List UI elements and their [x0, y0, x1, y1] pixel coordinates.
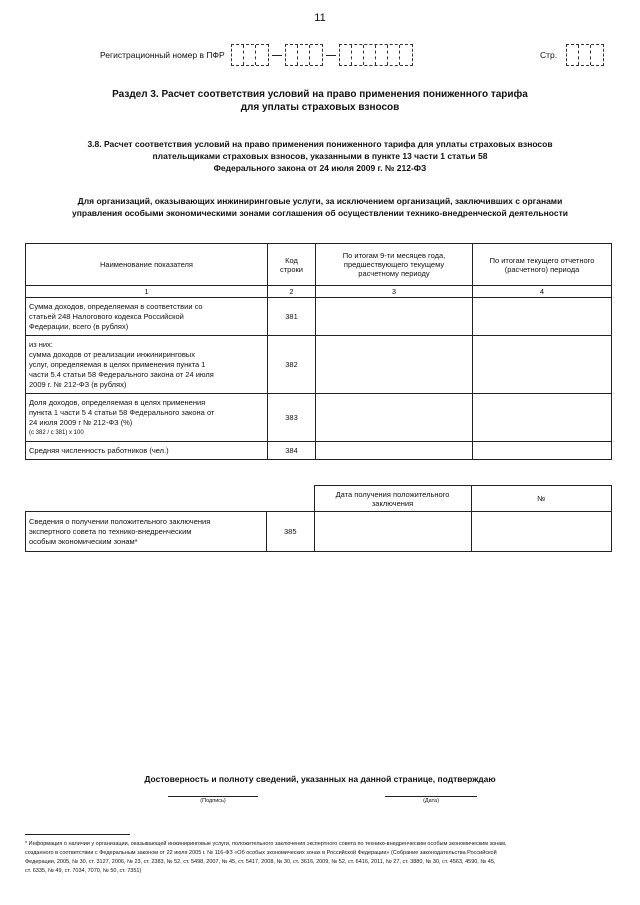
row-label-line: из них: — [29, 339, 53, 349]
row-label — [26, 394, 268, 442]
registration-number-label: Регистрационный номер в ПФР — [100, 50, 225, 60]
subsection-title-line: Федерального закона от 24 июля 2009 г. № 212-ФЗ — [213, 163, 427, 173]
signature-label: (Подпись) — [200, 798, 226, 804]
header-prev-line: предшествующего текущему — [343, 260, 445, 269]
row-label-line: части 5.4 статьи 58 Федерального закона от 24 июля — [29, 369, 214, 379]
row-label-line: Федерации, всего (в рублях) — [29, 321, 129, 331]
header-code-line: строки — [280, 264, 303, 274]
row-label — [26, 512, 267, 552]
header-prev-line: По итогам 9-ти месяцев года, — [342, 251, 446, 260]
input-384-current[interactable] — [473, 442, 612, 460]
header-current-period — [473, 244, 612, 286]
column-number: 2 — [268, 286, 316, 298]
row-code: 383 — [268, 394, 316, 442]
row-label: Средняя численность работников (чел.) — [26, 442, 268, 460]
row-label-line: Сведения о получении положительного заключения — [29, 516, 211, 526]
table-row-385 — [26, 512, 612, 552]
indicators-table — [25, 243, 612, 460]
org-title-line: Для организаций, оказывающих инжиниринговые услуги, за исключением организаций, заключивших с органами — [77, 196, 563, 206]
column-number-row — [26, 286, 612, 298]
reg-dash — [326, 55, 336, 56]
page-cells[interactable] — [566, 44, 604, 66]
row-label — [26, 298, 268, 336]
organization-scope-title — [0, 195, 640, 219]
reg-dash — [272, 55, 282, 56]
header-conclusion-number: № — [471, 486, 612, 512]
header-previous-period — [316, 244, 473, 286]
registration-number-row — [100, 44, 413, 66]
footnote-rule — [25, 834, 130, 835]
table-header-row — [26, 244, 612, 286]
header-code-line: Код — [285, 255, 298, 265]
row-label-line: 24 июля 2009 г № 212-ФЗ (%) — [29, 417, 133, 427]
input-385-date[interactable] — [314, 512, 471, 552]
row-label-line: особым экономическим зонам* — [29, 536, 138, 546]
input-382-previous[interactable] — [316, 336, 473, 394]
empty-cell — [26, 486, 267, 512]
input-381-current[interactable] — [473, 298, 612, 336]
column-number: 1 — [26, 286, 268, 298]
footnote-line: созданного в соответствии с Федеральным законом от 22 июля 2005 г. № 116-ФЗ «Об особых экономических зонах в Российской Федерации» (Собрание законодательства Российской — [25, 850, 497, 856]
header-curr-line: (расчетного) периода — [504, 264, 580, 274]
row-label-line: услуг, определяемая в целях применения пункта 1 — [29, 359, 206, 369]
reg-cells-group-1[interactable] — [231, 44, 269, 66]
empty-cell — [267, 486, 315, 512]
row-code: 384 — [268, 442, 316, 460]
table-row-383 — [26, 394, 612, 442]
subsection-title-line: плательщиками страховых взносов, указанными в пункте 13 части 1 статьи 58 — [152, 151, 488, 161]
input-381-previous[interactable] — [316, 298, 473, 336]
header-name: Наименование показателя — [26, 244, 268, 286]
footnote — [25, 840, 615, 876]
section-title — [0, 88, 640, 114]
page-number: 11 — [314, 12, 326, 24]
row-code: 385 — [267, 512, 315, 552]
date-label: (Дата) — [423, 798, 439, 804]
input-385-number[interactable] — [471, 512, 612, 552]
row-label-line: сумма доходов от реализации инжиниринговых — [29, 349, 195, 359]
section-title-line: для уплаты страховых взносов — [240, 102, 400, 113]
column-number: 4 — [473, 286, 612, 298]
header-date-line: Дата получения положительного — [335, 489, 450, 499]
table-row-381 — [26, 298, 612, 336]
header-date-line: заключения — [371, 498, 414, 508]
input-383-current[interactable] — [473, 394, 612, 442]
subsection-title-line: 3.8. Расчет соответствия условий на право применения пониженного тарифа для уплаты страховых взносов — [87, 139, 553, 149]
column-number: 3 — [316, 286, 473, 298]
page-label: Стр. — [540, 50, 558, 60]
input-383-previous[interactable] — [316, 394, 473, 442]
reg-cells-group-3[interactable] — [339, 44, 413, 66]
table2-header-row — [26, 486, 612, 512]
row-label — [26, 336, 268, 394]
date-line[interactable] — [385, 796, 477, 797]
row-label-line: Доля доходов, определяемая в целях применения — [29, 397, 206, 407]
input-384-previous[interactable] — [316, 442, 473, 460]
row-code: 381 — [268, 298, 316, 336]
signature-line[interactable] — [168, 796, 258, 797]
footnote-line: ст. 6335, № 49, ст. 7034, 7070, № 50, ст. 7351) — [25, 868, 142, 874]
row-label-line: пункта 1 части 5 4 статьи 58 Федерального закона от — [29, 407, 215, 417]
table-row-382 — [26, 336, 612, 394]
subsection-title — [0, 138, 640, 174]
footnote-line: * Информация о наличии у организации, оказывающей инжиниринговые услуги, положительного заключения экспертного совета по технико-внедренческим особым экономическим зонам, — [25, 841, 507, 847]
section-title-line: Раздел 3. Расчет соответствия условий на право применения пониженного тарифа — [112, 89, 528, 100]
row-label-line: экспертного совета по технико-внедренческим — [29, 526, 192, 536]
row-code: 382 — [268, 336, 316, 394]
footnote-line: Федерации, 2005, № 30, ст. 3127, 2006, № 23, ст. 2383, № 52, ст. 5498, 2007, № 45, ст. 5417, 2008, № 30, ст. 3616, 2009, № 52, ст. 6416, 2011, № 27, ст. 3880, № 30, ст. 4563, 4590, № 45, — [25, 859, 496, 865]
header-curr-line: По итогам текущего отчетного — [489, 255, 595, 265]
table-row-384 — [26, 442, 612, 460]
header-code — [268, 244, 316, 286]
row-label-line: статьей 248 Налогового кодекса Российской — [29, 311, 184, 321]
input-382-current[interactable] — [473, 336, 612, 394]
header-conclusion-date — [314, 486, 471, 512]
org-title-line: управления особыми экономическими зонами соглашения об осуществлении технико-внедренческой деятельности — [72, 208, 568, 218]
expert-conclusion-table — [25, 485, 612, 552]
row-label-line: Сумма доходов, определяемая в соответствии со — [29, 301, 203, 311]
header-prev-line: расчетному периоду — [358, 269, 430, 278]
row-label-line: 2009 г. № 212-ФЗ (в рублях) — [29, 379, 127, 389]
row-formula: (с 382 / с 381) х 100 — [29, 429, 84, 436]
reg-cells-group-2[interactable] — [285, 44, 323, 66]
certification-statement: Достоверность и полноту сведений, указанных на данной странице, подтверждаю — [144, 774, 496, 784]
